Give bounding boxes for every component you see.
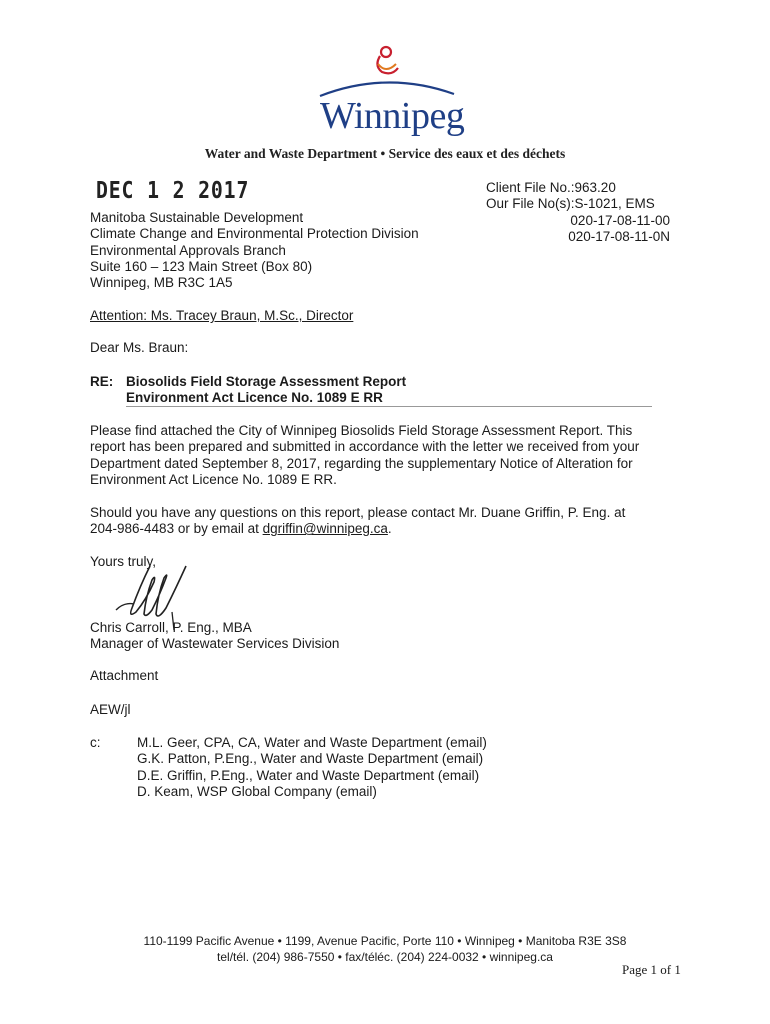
file-reference-block (486, 180, 670, 245)
our-file-row (486, 196, 670, 212)
subject-divider (126, 406, 652, 407)
subject-label: RE: (90, 374, 114, 389)
contact-prefix: 204-986-4483 or by email at (90, 521, 263, 537)
paragraph-line: report has been prepared and submitted in accordance with the letter we received from your (90, 439, 640, 455)
typist-initials: AEW/jl (90, 702, 131, 717)
address-line: Environmental Approvals Branch (90, 242, 286, 258)
subject-line-2: Environment Act Licence No. 1089 E RR (126, 390, 383, 406)
our-file-label: Our File No(s): (486, 196, 575, 212)
cc-list (137, 735, 487, 800)
signer-name: Chris Carroll, P. Eng., MBA (90, 620, 252, 635)
client-file-value: 963.20 (574, 180, 616, 195)
page-number: Page 1 of 1 (622, 962, 681, 977)
paragraph-line-contact (90, 521, 625, 537)
body-paragraph-2 (90, 505, 625, 538)
logo-wordmark: Winnipeg (320, 95, 465, 137)
cc-recipient: G.K. Patton, P.Eng., Water and Waste Department (email) (137, 751, 484, 767)
address-line: Manitoba Sustainable Development (90, 210, 304, 225)
salutation: Dear Ms. Braun: (90, 340, 189, 355)
file-ref-extra-1: 020-17-08-11-00 (570, 212, 670, 228)
footer-line-1: 110-1199 Pacific Avenue • 1199, Avenue Pacific, Porte 110 • Winnipeg • Manitoba R3E 3S8 (143, 934, 627, 948)
closing: Yours truly, (90, 554, 157, 569)
file-ref-extra-2: 020-17-08-11-0N (568, 228, 670, 244)
department-name: Water and Waste Department • Service des eaux et des déchets (204, 146, 566, 161)
signer-title: Manager of Wastewater Services Division (90, 636, 340, 652)
winnipeg-logo (312, 44, 465, 146)
contact-suffix: . (387, 521, 392, 537)
subject-line-1: Biosolids Field Storage Assessment Report (126, 374, 407, 389)
recipient-address (90, 210, 419, 291)
paragraph-line: Department dated September 8, 2017, regarding the supplementary Notice of Alteration for (90, 455, 633, 471)
address-line: Suite 160 – 123 Main Street (Box 80) (90, 258, 313, 274)
footer-address (0, 933, 770, 965)
paragraph-line: Should you have any questions on this report, please contact Mr. Duane Griffin, P. Eng. at (90, 505, 626, 520)
cc-recipient: D.E. Griffin, P.Eng., Water and Waste Department (email) (137, 767, 480, 783)
subject-block (90, 374, 406, 407)
attention-line: Attention: Ms. Tracey Braun, M.Sc., Director (90, 308, 354, 323)
received-date-stamp: DEC 1 2 2017 (96, 178, 250, 204)
client-file-label: Client File No.: (486, 180, 575, 195)
signer-block (90, 620, 339, 653)
paragraph-line: Please find attached the City of Winnipeg Biosolids Field Storage Assessment Report. This (90, 423, 633, 438)
cc-recipient: D. Keam, WSP Global Company (email) (137, 783, 377, 799)
paragraph-line: Environment Act Licence No. 1089 E RR. (90, 471, 337, 487)
attachment-note: Attachment (90, 668, 159, 683)
client-file-row (486, 180, 670, 196)
body-paragraph-1 (90, 423, 639, 488)
our-file-value: S-1021, EMS (574, 196, 655, 212)
address-line: Winnipeg, MB R3C 1A5 (90, 275, 233, 291)
cc-label: c: (90, 735, 101, 750)
address-line: Climate Change and Environmental Protection Division (90, 226, 419, 242)
cc-recipient: M.L. Geer, CPA, CA, Water and Waste Department (email) (137, 735, 487, 750)
email-link[interactable]: dgriffin@winnipeg.ca (262, 521, 388, 537)
footer-line-2: tel/tél. (204) 986-7550 • fax/téléc. (204) 224-0032 • winnipeg.ca (217, 950, 553, 964)
